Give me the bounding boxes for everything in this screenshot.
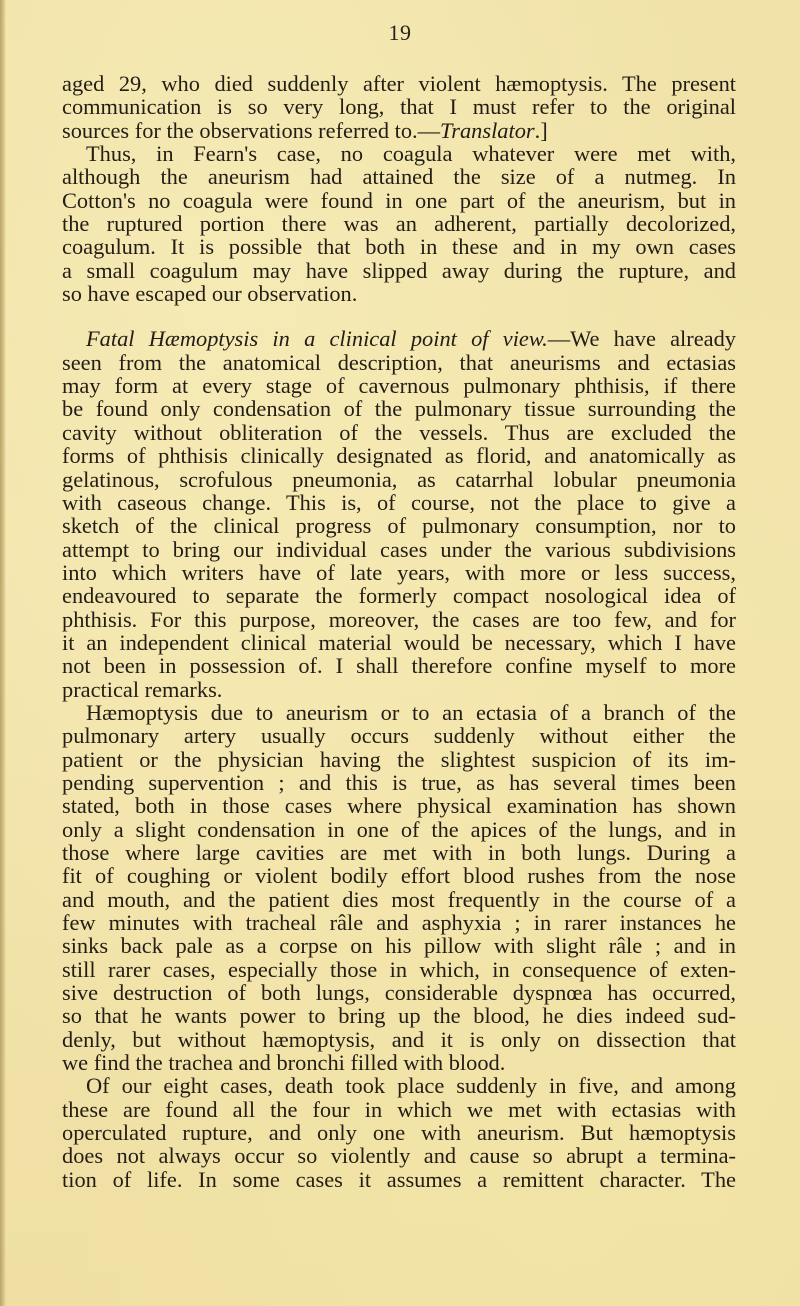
paragraph-translator-note: [62, 72, 736, 142]
text-fragment: —We have already: [547, 326, 737, 352]
text-line: it an independent clinical material would be necessary, which I have: [62, 629, 736, 655]
text-line: although the aneurism had attained the size of a nutmeg. In: [62, 164, 736, 190]
text-line: and mouth, and the patient dies most frequently in the course of a: [62, 886, 736, 912]
text-line: few minutes with tracheal râle and asphyxia ; in rarer instances he: [62, 910, 736, 936]
text-line: denly, but without hæmoptysis, and it is only on dissection that: [62, 1026, 736, 1052]
text-line: patient or the physician having the slightest suspicion of its im-: [62, 746, 736, 772]
text-line: still rarer cases, especially those in which, in consequence of exten-: [62, 956, 736, 982]
text-line: sinks back pale as a corpse on his pillow with slight râle ; and in: [62, 933, 736, 959]
text-line: phthisis. For this purpose, moreover, the cases are too few, and for: [62, 606, 736, 632]
page-number: 19: [388, 20, 412, 45]
text-line: pending supervention ; and this is true, as has several times been: [62, 769, 736, 795]
section-gap: [62, 305, 736, 327]
paragraph-haemoptysis-onset: [62, 701, 736, 1075]
text-line: Cotton's no coagula were found in one part of the aneurism, but in: [62, 187, 736, 213]
text-line: the ruptured portion there was an adherent, partially decolorized,: [62, 211, 736, 237]
text-line: we find the trachea and bronchi filled with blood.: [62, 1050, 506, 1076]
paragraph-coagula: [62, 142, 736, 305]
text-line: [62, 327, 736, 350]
text-line: does not always occur so violently and cause so abrupt a termina-: [62, 1143, 736, 1169]
text-line: communication is so very long, that I must refer to the original: [62, 94, 736, 120]
text-line: fit of coughing or violent bodily effort blood rushes from the nose: [62, 863, 736, 889]
text-line: endeavoured to separate the formerly compact nosological idea of: [62, 583, 736, 609]
text-line: coagulum. It is possible that both in these and in my own cases: [62, 234, 736, 260]
paragraph-eight-cases: [62, 1074, 736, 1191]
text-line: gelatinous, scrofulous pneumonia, as catarrhal lobular pneumonia: [62, 466, 736, 492]
text-line: operculated rupture, and only one with aneurism. But hæmoptysis: [62, 1120, 736, 1146]
text-line: attempt to bring our individual cases under the various subdivisions: [62, 536, 736, 562]
text-line: may form at every stage of cavernous pulmonary phthisis, if there: [62, 373, 736, 399]
text-line: with caseous change. This is, of course, not the place to give a: [62, 489, 736, 515]
text-line: stated, both in those cases where physical examination has shown: [62, 793, 736, 819]
text-line: [62, 119, 736, 142]
text-line: Hæmoptysis due to aneurism or to an ectasia of a branch of the: [86, 699, 736, 725]
text-line: those where large cavities are met with in both lungs. During a: [62, 840, 736, 865]
text-line: seen from the anatomical description, that aneurisms and ectasias: [62, 349, 736, 375]
text-line: sive destruction of both lungs, considerable dyspnœa has occurred,: [62, 980, 736, 1006]
text-line: so have escaped our observation.: [62, 281, 358, 307]
text-line: cavity without obliteration of the vessels. Thus are excluded the: [62, 419, 736, 445]
text-line: only a slight condensation in one of the apices of the lungs, and in: [62, 816, 736, 842]
text-line: tion of life. In some cases it assumes a remittent character. The: [62, 1166, 736, 1192]
text-line: sketch of the clinical progress of pulmonary consumption, nor to: [62, 513, 736, 539]
text-line: practical remarks.: [62, 676, 223, 702]
text-line: Thus, in Fearn's case, no coagula whatever were met with,: [86, 141, 736, 167]
paragraph-fatal-haemoptysis: [62, 327, 736, 701]
text-line: these are found all the four in which we met with ectasias with: [62, 1096, 736, 1122]
body-text: [62, 72, 736, 1191]
text-line: forms of phthisis clinically designated as florid, and anatomically as: [62, 443, 736, 469]
translator-attribution: Translator: [440, 117, 535, 143]
text-line: not been in possession of. I shall therefore confine myself to more: [62, 653, 736, 679]
text-line: aged 29, who died suddenly after violent hæmoptysis. The present: [62, 71, 736, 96]
text-line: pulmonary artery usually occurs suddenly without either the: [62, 723, 736, 749]
text-line: so that he wants power to bring up the blood, he dies indeed sud-: [62, 1003, 736, 1029]
text-line: be found only condensation of the pulmonary tissue surrounding the: [62, 396, 736, 422]
text-line: into which writers have of late years, with more or less success,: [62, 559, 736, 585]
text-line: Of our eight cases, death took place suddenly in five, and among: [86, 1073, 736, 1099]
section-heading: Fatal Hæmoptysis in a clinical point of view.: [86, 326, 548, 352]
text-fragment: .]: [534, 117, 548, 143]
page-spine-edge: [0, 0, 6, 1306]
text-fragment: sources for the observations referred to.—: [62, 117, 441, 143]
text-line: a small coagulum may have slipped away during the rupture, and: [62, 257, 736, 283]
